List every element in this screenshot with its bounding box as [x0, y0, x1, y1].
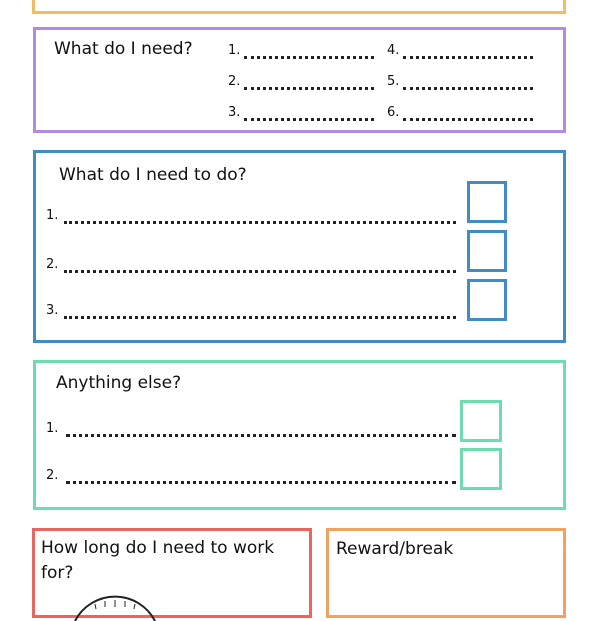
time-box [32, 528, 312, 618]
else-checkbox[interactable] [460, 448, 502, 490]
else-item-number: 2. [46, 468, 59, 483]
else-item-number: 1. [46, 421, 59, 436]
need-title: What do I need? [54, 39, 193, 59]
need-item-line[interactable] [244, 87, 374, 90]
reward-box [326, 528, 566, 618]
todo-checkbox[interactable] [467, 181, 507, 223]
need-item-number: 5. [387, 74, 400, 89]
else-title: Anything else? [56, 373, 182, 393]
todo-item-line[interactable] [64, 270, 456, 273]
todo-item-number: 1. [46, 208, 59, 223]
else-checkbox[interactable] [460, 400, 502, 442]
else-box [33, 360, 566, 510]
need-item-line[interactable] [244, 56, 374, 59]
todo-item-line[interactable] [64, 316, 456, 319]
todo-checkbox[interactable] [467, 230, 507, 272]
time-title: How long do I need to work for? [41, 538, 275, 583]
todo-box [33, 150, 566, 343]
task-box [32, 0, 566, 14]
reward-title: Reward/break [336, 539, 454, 559]
need-item-line[interactable] [244, 118, 374, 121]
need-item-number: 3. [228, 105, 241, 120]
need-item-line[interactable] [403, 118, 533, 121]
todo-checkbox[interactable] [467, 279, 507, 321]
todo-item-number: 3. [46, 303, 59, 318]
todo-item-line[interactable] [64, 221, 456, 224]
else-item-line[interactable] [66, 434, 456, 437]
need-item-number: 4. [387, 43, 400, 58]
need-item-line[interactable] [403, 56, 533, 59]
need-item-number: 2. [228, 74, 241, 89]
need-item-number: 6. [387, 105, 400, 120]
clock-icon [65, 591, 165, 621]
need-item-line[interactable] [403, 87, 533, 90]
need-item-number: 1. [228, 43, 241, 58]
todo-item-number: 2. [46, 257, 59, 272]
need-box [33, 27, 566, 133]
todo-title: What do I need to do? [59, 165, 247, 185]
else-item-line[interactable] [66, 481, 456, 484]
